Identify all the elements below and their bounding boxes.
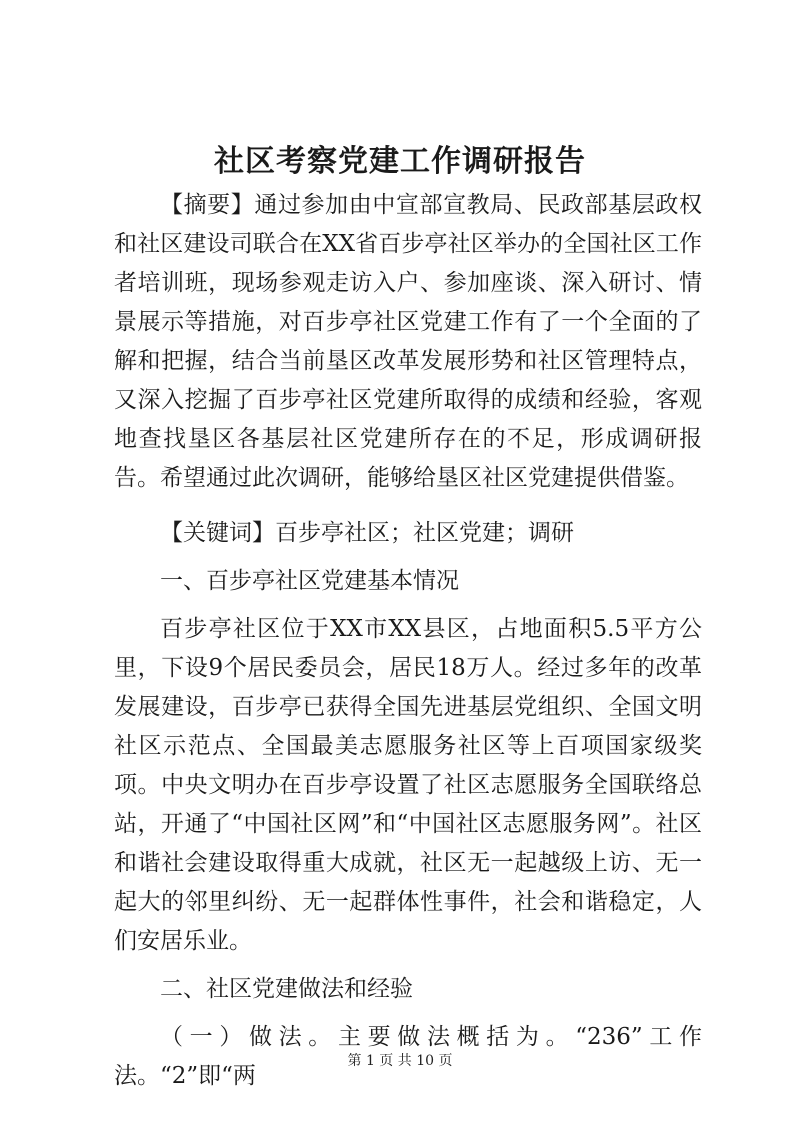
section-1-paragraph: 百步亭社区位于XX市XX县区，占地面积5.5平方公里，下设9个居民委员会，居民18万人。经过多年的改革发展建设，百步亭已获得全国先进基层党组织、全国文明社区示范点、全国最美志愿服务社区等上百项国家级奖项。中央文明办在百步亭设置了社区志愿服务全国联络总站，开通了“中国社区网”和“中国社区志愿服务网”。社区和谐社会建设取得重大成就，社区无一起越级上访、无一起大的邻里纠纷、无一起群体性事件，社会和谐稳定，人们安居乐业。 — [114, 616, 702, 954]
section-heading-1: 一、百步亭社区党建基本情况 — [160, 568, 459, 594]
abstract-paragraph: 【摘要】通过参加由中宣部宣教局、民政部基层政权和社区建设司联合在XX省百步亭社区举办的全国社区工作者培训班，现场参观走访入户、参加座谈、深入研讨、情景展示等措施，对百步亭社区党建工作有了一个全面的了解和把握，结合当前垦区改革发展形势和社区管理特点，又深入挖掘了百步亭社区党建所取得的成绩和经验，客观地查找垦区各基层社区党建所存在的不足，形成调研报告。希望通过此次调研，能够给垦区社区党建提供借鉴。 — [114, 192, 702, 491]
document-body — [114, 186, 702, 1096]
page-number-footer: 第 1 页 共 10 页 — [347, 1053, 453, 1069]
section-heading-2: 二、社区党建做法和经验 — [160, 976, 413, 1002]
document-title: 社区考察党建工作调研报告 — [214, 144, 586, 179]
section-2-paragraph: （一）做法。主要做法概括为。“236”工作法。“2”即“两 — [114, 1024, 702, 1089]
keywords-paragraph: 【关键词】百步亭社区；社区党建；调研 — [160, 520, 574, 546]
